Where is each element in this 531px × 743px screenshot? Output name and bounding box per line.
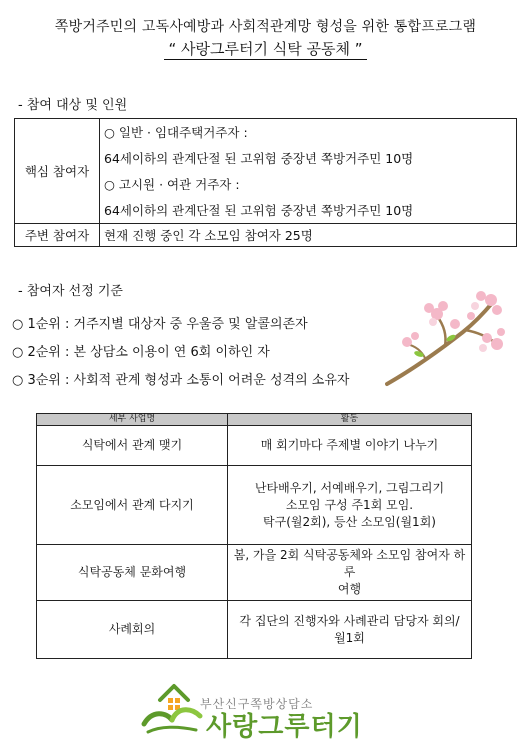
peripheral-participants-label: 주변 참여자 bbox=[15, 224, 100, 247]
program-table-header bbox=[37, 414, 472, 426]
program-activity bbox=[228, 466, 472, 545]
core-line-1: ○ 일반 · 임대주택거주자 : bbox=[104, 125, 248, 140]
program-activity bbox=[228, 426, 472, 466]
criteria-item-2: ○ 2순위 : 본 상담소 이용이 연 6회 이하인 자 bbox=[12, 345, 270, 360]
core-line-4: 64세이하의 관계단절 된 고위험 중장년 쪽방거주민 10명 bbox=[104, 203, 414, 218]
peripheral-text: 현재 진행 중인 각 소모임 참여자 25명 bbox=[104, 228, 313, 243]
activity-line: 매 회기마다 주제별 이야기 나누기 bbox=[260, 438, 439, 452]
activity-line: 여행 bbox=[337, 582, 362, 596]
table-row bbox=[37, 545, 472, 601]
core-line-2: 64세이하의 관계단절 된 고위험 중장년 쪽방거주민 10명 bbox=[104, 151, 414, 166]
program-title: 쪽방거주민의 고독사예방과 사회적관계망 형성을 위한 통합프로그램 bbox=[54, 19, 477, 35]
core-participants-cell bbox=[100, 119, 517, 224]
section-heading-criteria: - 참여자 선정 기준 bbox=[18, 284, 123, 299]
activity-line: 탁구(월2회), 등산 소모임(월1회) bbox=[263, 514, 436, 529]
program-name: 소모임에서 관계 다지기 bbox=[37, 466, 228, 545]
program-subtitle-text: “ 사랑그루터기 식탁 공동체 ” bbox=[164, 40, 366, 60]
table-row bbox=[37, 466, 472, 545]
organization-logo-text: 사랑그루터기 bbox=[206, 712, 363, 742]
peripheral-participants-row bbox=[15, 224, 517, 247]
cherry-blossom-branch-illustration bbox=[385, 288, 505, 388]
criteria-item-3: ○ 3순위 : 사회적 관계 형성과 소통이 어려운 성격의 소유자 bbox=[12, 373, 350, 388]
program-table bbox=[36, 413, 472, 659]
activity-line: 소모임 구성 주1회 모임. bbox=[285, 497, 414, 512]
participants-table bbox=[14, 118, 517, 247]
table-row bbox=[37, 601, 472, 659]
program-name: 식탁공동체 문화여행 bbox=[37, 545, 228, 601]
section-heading-participants: - 참여 대상 및 인원 bbox=[18, 98, 128, 113]
program-name: 식탁에서 관계 맺기 bbox=[37, 426, 228, 466]
organization-logo-icon bbox=[138, 676, 208, 736]
table-row bbox=[37, 426, 472, 466]
header-program-name: 세부 사업명 bbox=[37, 414, 228, 426]
program-name: 사례회의 bbox=[37, 601, 228, 659]
program-activity bbox=[228, 545, 472, 601]
organization-name: 부산신구쪽방상담소 bbox=[200, 697, 314, 711]
activity-line: 월1회 bbox=[334, 630, 365, 645]
activity-line: 각 집단의 진행자와 사례관리 담당자 회의/ bbox=[239, 613, 460, 628]
program-subtitle bbox=[0, 38, 531, 59]
core-participants-row bbox=[15, 119, 517, 224]
header-activity: 활동 bbox=[228, 414, 472, 426]
core-participants-label: 핵심 참여자 bbox=[15, 119, 100, 224]
criteria-item-1: ○ 1순위 : 거주지별 대상자 중 우울증 및 알콜의존자 bbox=[12, 317, 308, 332]
program-activity bbox=[228, 601, 472, 659]
core-line-3: ○ 고시원 · 여관 거주자 : bbox=[104, 177, 240, 192]
peripheral-participants-cell bbox=[100, 224, 517, 247]
activity-line: 난타배우기, 서예배우기, 그림그리기 bbox=[254, 480, 445, 495]
activity-line: 봄, 가을 2회 식탁공동체와 소모임 참여자 하루 bbox=[233, 548, 466, 579]
